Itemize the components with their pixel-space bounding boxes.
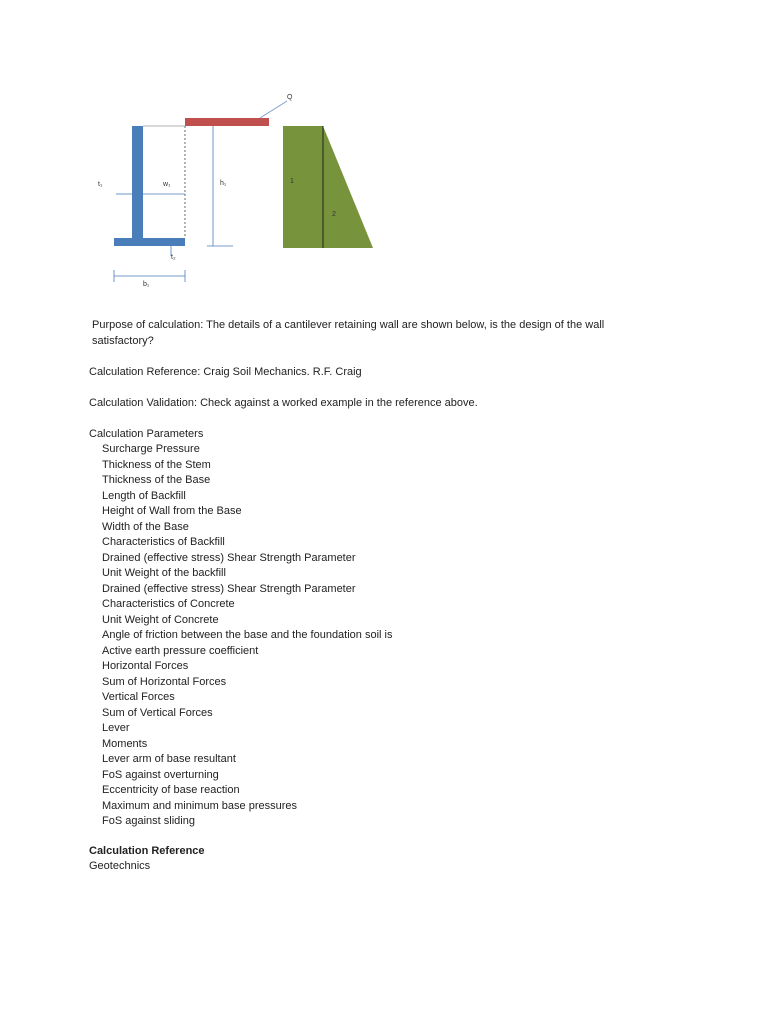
t1-label: t₁	[98, 181, 103, 188]
parameter-item: Drained (effective stress) Shear Strength Parameter	[102, 582, 356, 595]
q-label: Q	[287, 94, 293, 101]
parameter-item: Thickness of the Base	[102, 474, 211, 486]
parameter-item: FoS against sliding	[102, 815, 195, 827]
parameter-item: Unit Weight of Concrete	[102, 613, 219, 626]
b1-label: b₁	[143, 281, 150, 288]
backfill-region-1	[283, 126, 323, 248]
parameter-item: Lever	[102, 722, 130, 734]
parameter-item: Moments	[102, 737, 148, 750]
calc-ref-title: Calculation Reference	[89, 844, 205, 857]
w1-label: w₁	[163, 181, 171, 188]
purpose-text: Purpose of calculation: The details of a cantilever retaining wall are shown below, is the design of the wall satisfactory?	[92, 319, 605, 347]
q-leader-line	[260, 101, 287, 118]
parameter-item: Characteristics of Backfill	[102, 536, 225, 548]
parameters-title: Calculation Parameters	[89, 427, 204, 440]
t2-label: t₂	[171, 254, 176, 261]
parameter-item: Height of Wall from the Base	[102, 505, 242, 517]
parameter-item: FoS against overturning	[102, 768, 219, 781]
region-2-label: 2	[332, 211, 336, 218]
parameter-item: Surcharge Pressure	[102, 443, 200, 455]
parameter-item: Eccentricity of base reaction	[102, 784, 240, 796]
parameter-item: Sum of Horizontal Forces	[102, 675, 227, 688]
parameter-item: Length of Backfill	[102, 489, 186, 502]
surcharge-bar	[185, 118, 269, 126]
parameter-item: Active earth pressure coefficient	[102, 644, 259, 657]
wall-stem	[132, 126, 143, 238]
parameters-list	[89, 442, 649, 830]
retaining-wall-diagram	[90, 88, 375, 288]
parameter-item: Width of the Base	[102, 520, 189, 533]
backfill-region-2	[323, 126, 373, 248]
parameter-item: Horizontal Forces	[102, 660, 189, 672]
reference-text: Calculation Reference: Craig Soil Mechanics. R.F. Craig	[89, 365, 362, 378]
wall-base	[114, 238, 185, 246]
h1-label: h₁	[220, 180, 227, 187]
diagram-svg	[90, 88, 375, 288]
parameter-item: Vertical Forces	[102, 691, 175, 703]
parameter-item: Unit Weight of the backfill	[102, 567, 226, 579]
calc-ref-value: Geotechnics	[89, 860, 151, 872]
parameter-item: Characteristics of Concrete	[102, 598, 235, 610]
validation-text: Calculation Validation: Check against a worked example in the reference above.	[89, 396, 478, 409]
parameter-item: Thickness of the Stem	[102, 458, 211, 471]
parameter-item: Drained (effective stress) Shear Strength Parameter	[102, 551, 356, 564]
region-1-label: 1	[290, 178, 294, 185]
parameter-item: Maximum and minimum base pressures	[102, 799, 298, 812]
parameter-item: Angle of friction between the base and the foundation soil is	[102, 629, 393, 641]
parameter-item: Lever arm of base resultant	[102, 753, 236, 765]
document-body	[89, 318, 649, 875]
parameter-item: Sum of Vertical Forces	[102, 706, 213, 719]
